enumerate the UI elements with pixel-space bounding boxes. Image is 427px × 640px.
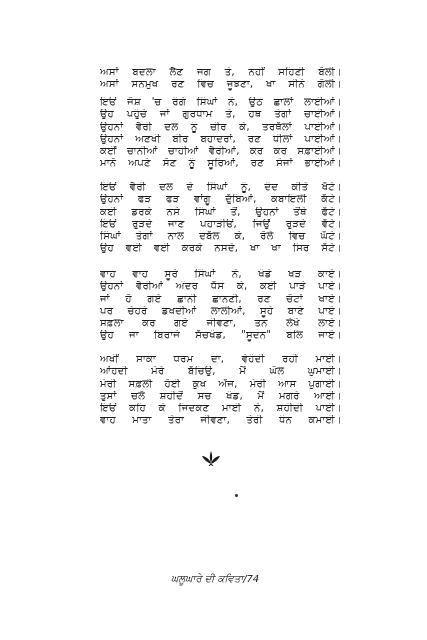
verse-line: ਉਹ ਪਹੁੰਚੇ ਜਾਂ ਗੁਰਧਾਮ ਤੇ, ਹਥ ਤੇਗਾਂ ਚਾਈਆਂ। xyxy=(100,109,342,121)
ink-dot xyxy=(235,494,238,497)
verse-line: ਪਰ ਚੇਹਰੇ ਡਖਦੀਆਂ ਲਾਲੀਆਂ, ਸੂਹੇ ਬਾਣੇ ਪਾਏ। xyxy=(100,305,342,317)
stanza-1 xyxy=(100,67,342,92)
verse-line: ਵਾਹ ਵਾਹ ਸੂਰੇ ਸਿੰਘਾਂ ਨੇ, ਖੰਡੇ ਖੜ ਕਾਏ। xyxy=(100,269,342,280)
verse-line: ਉਹਨਾਂ ਵੈਰੀਆਂ ਅੰਦਰ ਧੱਸ ਕੇ, ਕਈ ਪਾੜੇ ਪਾਏ। xyxy=(100,281,342,293)
verse-line: ਇਓਂ ਕਹਿ ਕੇ ਜਿਦਕਣ ਮਾਈ ਨੇ, ਸ਼ਹੀਦੀ ਪਾਈ। xyxy=(100,403,342,415)
stanza-4 xyxy=(100,269,342,343)
verse-line: ਕਈ ਡਰਕੇ ਨਸੇ ਸਿੰਘਾਂ ਤੋਂ, ਉਹਨਾਂ ਤੋਂਥੇ ਫੱਟੇ। xyxy=(100,206,342,218)
verse-line: ਕਈਂ ਚਾਨੀਆਂ ਚਾਹੀਆਂ ਵੈਰੀਆਂ, ਕਰ ਕਰ ਸਫ਼ਾਈਆਂ। xyxy=(100,146,342,158)
verse-line: ਅਸਾਂ ਬਦਲਾ ਲੈਣ ਜਗ ਤੇ, ਨਹੀਂ ਸਹਿਣੀ ਬੋਲੀ। xyxy=(100,67,342,78)
verse-line: ਮੇਰੀ ਸਫ਼ਲੀ ਹੋਈ ਕੁਖ ਅੱਜ, ਮੇਰੀ ਆਸ ਪੁਗਾਈ। xyxy=(100,378,342,390)
verse-line: ਮਾਨੋ ਅਪਣੇ ਸੋਣ ਨੂੰ ਸੂਰਿਆਂ, ਰਣ ਸੇਜਾਂ ਭਾਈਆਂ। xyxy=(100,158,342,170)
verse-line: ਉਹਨਾਂ ਅਣਖੀ ਬੀਰ ਬਹਾਦਰਾਂ, ਰਣ ਧੀਲਾਂ ਪਾਈਆਂ। xyxy=(100,133,342,145)
verse-line: ਉਹਨਾਂ ਵੈਰੀ ਦਲ ਨੂੰ ਚੀਰ ਕੇ, ਤਰਥੱਲਾਂ ਪਾਈਆਂ। xyxy=(100,121,342,133)
verse-line: ਵਾਹ ਮਾਤਾ ਤੇਰਾ ਜੀਵਣਾ, ਤੇਰੀ ਧੰਨ ਕਮਾਈ। xyxy=(100,415,342,427)
verse-line: ਤੁਸਾਂ ਚਲੋ ਸ਼ਹੀਦੋਂ ਸਚ ਖੰਡ, ਮੈਂ ਮਗਰੇ ਆਈ। xyxy=(100,390,342,402)
page-footer: ਘਲੂਘਾਰੇ ਦੀ ਕਵਿਤਾ/74 xyxy=(170,574,260,585)
verse-line: ਇਓਂ ਰੁੜਦੇ ਜਾਣ ਪਹਾੜੀਓਂ, ਜਿਉਂ ਰੁੜਦੇ ਵੱਟੇ। xyxy=(100,218,342,230)
verse-line: ਆਂਹਦੀ ਮੇਰੇ ਬੱਚਿਉ, ਮੈਂ ਘੋਲ ਘੁਮਾਈ। xyxy=(100,366,342,378)
verse-line: ਉਹ ਜਾ ਬਿਰਾਜੇ ਸੱਚਖੰਡ, "ਸੂਦਨ" ਬਲਿ ਜਾਏ। xyxy=(100,330,342,342)
verse-line: ਸਿੰਘਾਂ ਤੇਗਾਂ ਨਾਲ ਦਬੱਲ ਕੇ, ਰੋਲੇ ਵਿਚ ਘੱਟੇ। xyxy=(100,231,342,243)
verse-line: ਅਸਾਂ ਸਨਮੁਖ ਰਣ ਵਿਚ ਜੂਝਣਾ, ਖਾ ਸੀਨੇ ਗੋਲੀ। xyxy=(100,79,342,91)
verse-line: ਜਾਂ ਹੋ ਗਏ ਛਾਨੀ ਛਾਨਣੀ, ਰਣ ਚੋਟਾਂ ਖਾਏ। xyxy=(100,293,342,305)
stanza-2 xyxy=(100,97,342,171)
verse-line: ਉਹ ਵਈ ਵਈ ਕਰਕੇ ਨਸਦੇ, ਖਾ ਖਾ ਸਿਰ ਸੱਟੇ। xyxy=(100,243,342,255)
verse-line: ਇਓਂ ਵੈਰੀ ਦਲ ਦੇ ਸਿੰਘਾਂ ਨੂੰ, ਦੰਦ ਕੀਤੇ ਖੱਟੇ। xyxy=(100,182,342,193)
verse-line: ਸਫ਼ਲਾ ਕਰ ਗਏ ਜੀਵਣਾ, ਤਨ ਲੇਖੇ ਲਾਏ। xyxy=(100,318,342,330)
verse-line: ਉਹਨਾਂ ਫੜ ਫੜ ਵਾਂਗੂ ਦੁੱਬਿਆਂ, ਕਬਾਇਲੀ ਕੱਟੇ। xyxy=(100,194,342,206)
leaf-ornament-icon xyxy=(201,450,221,466)
verse-line: ਅਖੀਂ ਸਾਕਾ ਧਰਮ ਦਾ, ਵੇਹੰਦੀ ਰਹੀ ਮਾਈ। xyxy=(100,354,342,365)
verse-line: ਇਓਂ ਜੋਸ਼ 'ਚ ਰੰਗੇ ਸਿੰਘਾਂ ਨੇ, ਉਠ ਛਾਲਾਂ ਲਾਈਆਂ। xyxy=(100,97,342,108)
stanza-3 xyxy=(100,182,342,256)
stanza-5 xyxy=(100,354,342,428)
